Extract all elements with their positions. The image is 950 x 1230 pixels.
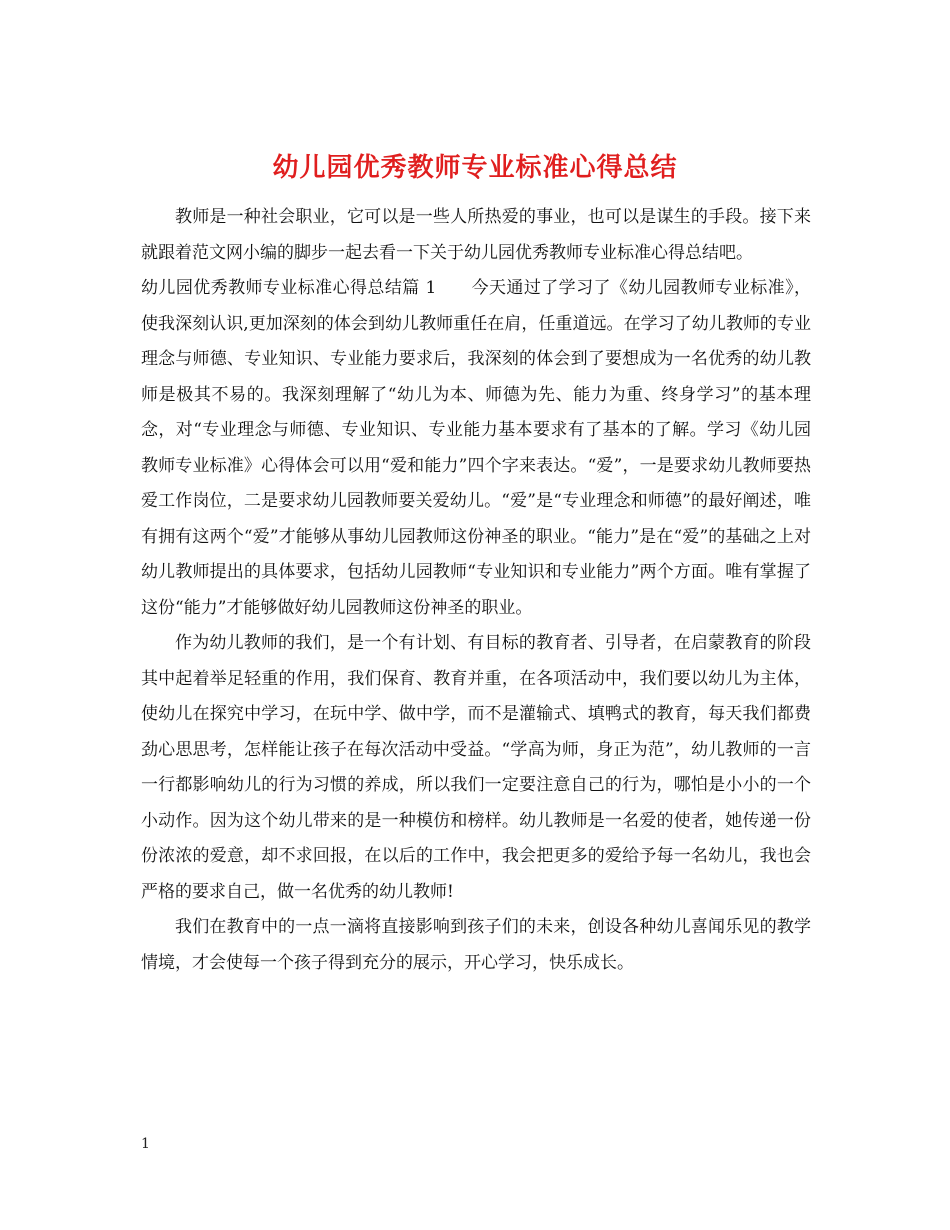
closing-paragraph: 我们在教育中的一点一滴将直接影响到孩子们的未来，创设各种幼儿喜闻乐见的教学情境，才会使每一个孩子得到充分的展示，开心学习，快乐成长。: [141, 917, 811, 973]
teacher-role-paragraph: 作为幼儿教师的我们，是一个有计划、有目标的教育者、引导者，在启蒙教育的阶段其中起着举足轻重的作用，我们保育、教育并重，在各项活动中，我们要以幼儿为主体，使幼儿在探究中学习，在玩中学、做中学，而不是灌输式、填鸭式的教育，每天我们都费劲心思思考，怎样能让孩子在每次活动中受益。“学高为师，身正为范”，幼儿教师的一言一行都影响幼儿的行为习惯的养成，所以我们一定要注意自己的行为，哪怕是小小的一个小动作。因为这个幼儿带来的是一种模仿和榜样。幼儿教师是一名爱的使者，她传递一份份浓浓的爱意，却不求回报，在以后的工作中，我会把更多的爱给予每一名幼儿，我也会严格的要求自己，做一名优秀的幼儿教师!: [141, 633, 811, 902]
document-body: [141, 200, 811, 981]
intro-paragraph: 教师是一种社会职业，它可以是一些人所热爱的事业，也可以是谋生的手段。接下来就跟着范文网小编的脚步一起去看一下关于幼儿园优秀教师专业标准心得总结吧。: [141, 207, 811, 263]
section-one-paragraph: 幼儿园优秀教师专业标准心得总结篇 1 今天通过了学习了《幼儿园教师专业标准》，使我深刻认识,更加深刻的体会到幼儿教师重任在肩，任重道远。在学习了幼儿教师的专业理念与师德、专业知识、专业能力要求后，我深刻的体会到了要想成为一名优秀的幼儿教师是极其不易的。我深刻理解了“幼儿为本、师德为先、能力为重、终身学习”的基本理念，对“专业理念与师德、专业知识、专业能力基本要求有了基本的了解。学习《幼儿园教师专业标准》心得体会可以用“爱和能力”四个字来表达。“爱”，一是要求幼儿教师要热爱工作岗位，二是要求幼儿园教师要关爱幼儿。“爱”是“专业理念和师德”的最好阐述，唯有拥有这两个“爱”才能够从事幼儿园教师这份神圣的职业。“能力”是在“爱”的基础之上对幼儿教师提出的具体要求，包括幼儿园教师“专业知识和专业能力”两个方面。唯有掌握了这份“能力”才能够做好幼儿园教师这份神圣的职业。: [141, 278, 811, 618]
page-number: 1: [141, 1136, 150, 1152]
document-title: 幼儿园优秀教师专业标准心得总结: [272, 153, 678, 184]
